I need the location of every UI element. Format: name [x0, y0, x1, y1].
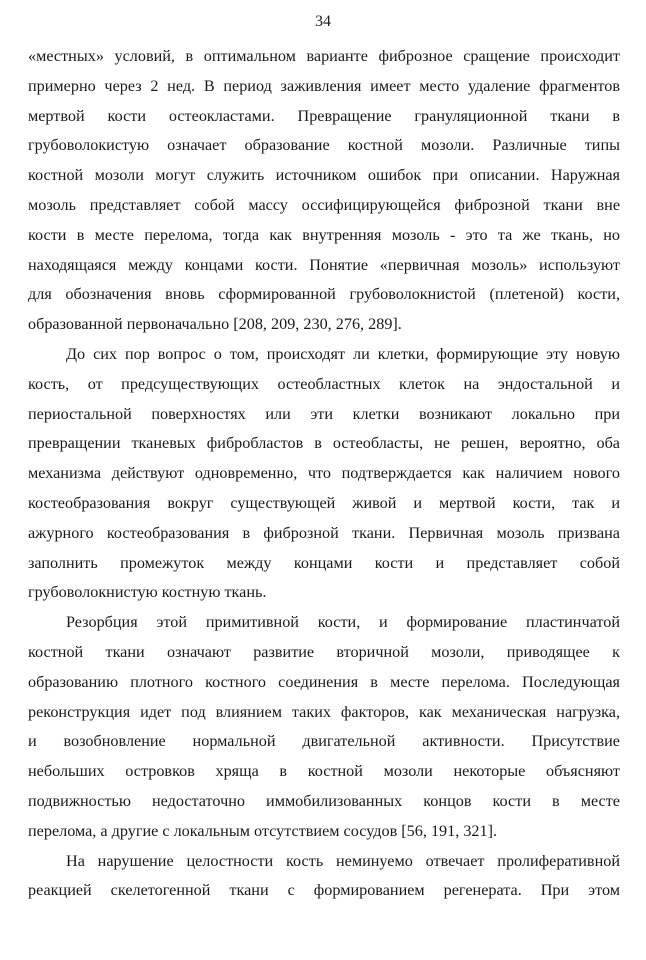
text-line: образованию плотного костного соединения в месте перелома. Последующая [28, 672, 620, 691]
text-line: подвижностью недостаточно иммобилизованных концов кости в месте [28, 791, 620, 810]
text-line: кости в месте перелома, тогда как внутренняя мозоль - это та же ткань, но [28, 225, 620, 244]
text-line: заполнить промежуток между концами кости и представляет собой [28, 553, 620, 572]
text-line: грубоволокистую означает образование костной мозоли. Различные типы [28, 136, 620, 155]
text-line: для обозначения вновь сформированной грубоволокнистой (плетеной) кости, [28, 285, 620, 304]
paragraph-4 [28, 847, 620, 907]
text-line: перелома, а другие с локальным отсутствием сосудов [56, 191, 321]. [28, 821, 498, 840]
text-line: небольших островков хряща в костной мозоли некоторые объясняют [28, 762, 620, 781]
text-line: ажурного костеобразования в фиброзной ткани. Первичная мозоль призвана [28, 523, 620, 542]
text-line: костной ткани означают развитие вторичной мозоли, приводящее к [28, 642, 620, 661]
text-line: реконструкция идет под влиянием таких факторов, как механическая нагрузка, [28, 702, 620, 721]
text-line: костеобразования вокруг существующей живой и мертвой кости, так и [28, 493, 620, 512]
paragraph-1 [28, 42, 620, 340]
text-line: кость, от предсуществующих остеобластных клеток на эндостальной и [28, 374, 620, 393]
text-line: Резорбция этой примитивной кости, и формирование пластинчатой [66, 613, 620, 632]
paragraph-3 [28, 608, 620, 846]
text-line: образованной первоначально [208, 209, 230, 276, 289]. [28, 315, 402, 334]
text-line: мертвой кости остеокластами. Превращение грануляционной ткани в [28, 106, 620, 125]
text-line: реакцией скелетогенной ткани с формированием регенерата. При этом [28, 881, 620, 900]
text-line: грубоволокнистую костную ткань. [28, 583, 267, 602]
text-line: мозоль представляет собой массу оссифицирующейся фиброзной ткани вне [28, 195, 620, 214]
text-line: находящаяся между концами кости. Понятие «первичная мозоль» используют [28, 255, 620, 274]
text-line: периостальной поверхностях или эти клетки возникают локально при [28, 404, 620, 423]
text-line: На нарушение целостности кость неминуемо отвечает пролиферативной [66, 851, 620, 870]
text-line: «местных» условий, в оптимальном варианте фиброзное сращение происходит [28, 47, 620, 65]
page-number: 34 [315, 13, 331, 30]
text-line: превращении тканевых фибробластов в остеобласты, не решен, вероятно, оба [28, 434, 620, 453]
text-line: механизма действуют одновременно, что подтверждается как наличием нового [28, 464, 620, 483]
text-line: костной мозоли могут служить источником ошибок при описании. Наружная [28, 166, 620, 185]
text-line: До сих пор вопрос о том, происходят ли клетки, формирующие эту новую [66, 344, 620, 363]
document-body [28, 42, 620, 906]
text-line: примерно через 2 нед. В период заживления имеет место удаление фрагментов [28, 76, 620, 95]
paragraph-2 [28, 340, 620, 608]
text-line: и возобновление нормальной двигательной активности. Присутствие [28, 732, 620, 751]
